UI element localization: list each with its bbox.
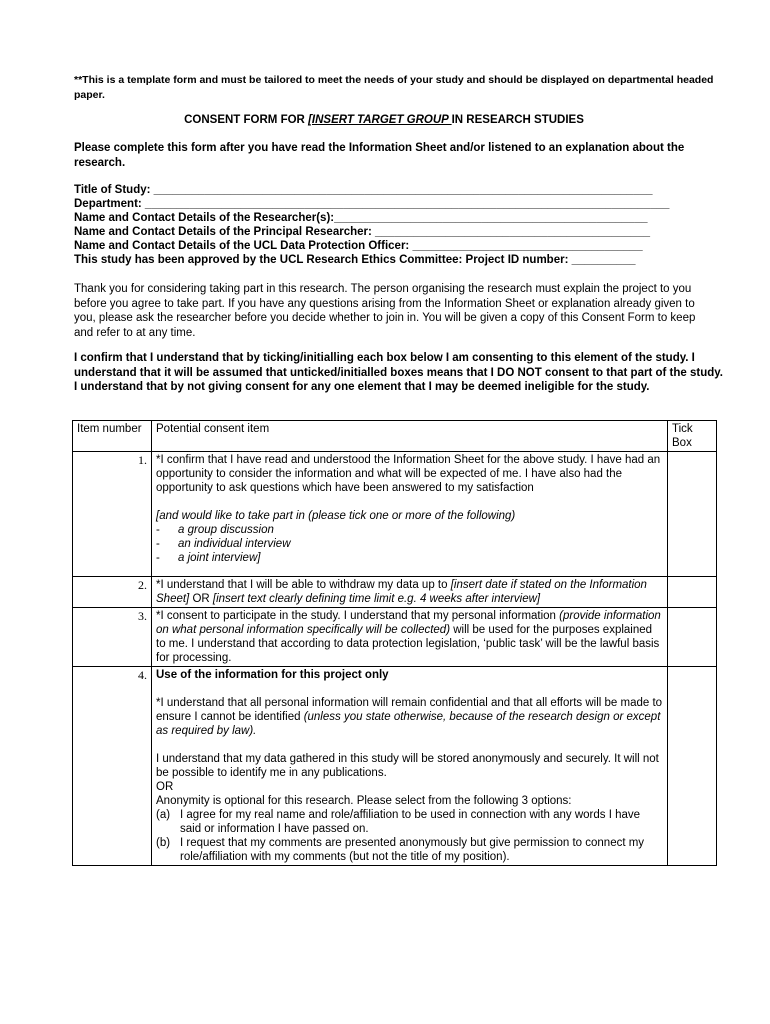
item-4-or: OR <box>156 781 174 793</box>
consent-table <box>72 420 717 866</box>
table-row <box>73 608 717 667</box>
item-4-heading: Use of the information for this project only <box>156 669 389 681</box>
table-row <box>73 577 717 608</box>
item-1-statement: *I confirm that I have read and understood the Information Sheet for the above study. I have had an opportunity to consider the information and what will be expected of me. I have also had the opportunity to ask questions which have been answered to my satisfaction <box>156 454 661 494</box>
field-principal-researcher-contact[interactable]: Name and Contact Details of the Principal Researcher: ___________________________________________ <box>74 226 651 238</box>
field-department[interactable]: Department: __________________________________________________________________________________ <box>74 198 670 210</box>
row-number: 4. <box>73 667 152 866</box>
table-header-row <box>73 421 717 452</box>
form-title-prefix: CONSENT FORM FOR <box>184 114 309 126</box>
confirm-paragraph: I confirm that I understand that by ticking/initialling each box below I am consenting to this element of the study. I understand that it will be assumed that unticked/initialled boxes means that I DO NOT consent to that part of the study. I understand that by not giving consent for any one element that I may be deemed ineligible for the study. <box>74 352 723 393</box>
tick-box-4[interactable] <box>668 667 717 866</box>
list-item: - a group discussion <box>156 524 274 536</box>
row-number: 3. <box>73 608 152 667</box>
field-project-id[interactable]: This study has been approved by the UCL Research Ethics Committee: Project ID number: __________ <box>74 254 636 266</box>
list-item: - an individual interview <box>156 538 291 550</box>
template-note: **This is a template form and must be tailored to meet the needs of your study and should be displayed on departmental headed paper. <box>74 74 714 101</box>
item-4-paragraph-3: Anonymity is optional for this research. Please select from the following 3 options: <box>156 795 572 807</box>
tick-box-2[interactable] <box>668 577 717 608</box>
list-item: - a joint interview] <box>156 552 261 564</box>
study-details-fields <box>74 183 719 267</box>
field-researcher-contact[interactable]: Name and Contact Details of the Researcher(s):_________________________________________________ <box>74 212 648 224</box>
tick-box-3[interactable] <box>668 608 717 667</box>
form-title-suffix: IN RESEARCH STUDIES <box>451 114 584 126</box>
row-number: 1. <box>73 452 152 577</box>
header-item-number: Item number <box>73 421 152 452</box>
header-tick-box: Tick Box <box>668 421 717 452</box>
consent-item-text: *I consent to participate in the study. I understand that my personal information (provide information on what personal information specifically will be collected) will be used for the purposes explained to me. I understand that according to data protection legislation, ‘public task’ will be the lawful basis for processing. <box>152 608 668 667</box>
consent-item-text <box>152 667 668 866</box>
option-b: (b) I request that my comments are presented anonymously but give permission to connect my role/affiliation with my comments (but not the title of my position). <box>156 837 645 863</box>
option-a: (a) I agree for my real name and role/affiliation to be used in connection with any words I have said or information I have passed on. <box>156 809 641 835</box>
consent-item-text: *I understand that I will be able to withdraw my data up to [insert date if stated on the Information Sheet] OR [insert text clearly defining time limit e.g. 4 weeks after interview] <box>152 577 668 608</box>
item-4-paragraph-2: I understand that my data gathered in this study will be stored anonymously and securely. It will not be possible to identify me in any publications. <box>156 753 659 779</box>
form-title-insert: [INSERT TARGET GROUP <box>308 114 452 126</box>
form-title <box>74 114 694 126</box>
header-consent-item: Potential consent item <box>152 421 668 452</box>
intro-paragraph: Thank you for considering taking part in this research. The person organising the research must explain the project to you before you agree to take part. If you have any questions arising from the Information Sheet or explanation already given to you, please ask the researcher before you decide whether to join in. You will be given a copy of this Consent Form to keep and refer to at any time. <box>74 283 696 339</box>
field-title-of-study[interactable]: Title of Study: ______________________________________________________________________________ <box>74 184 653 196</box>
table-row <box>73 667 717 866</box>
item-4-paragraph-1: *I understand that all personal information will remain confidential and that all efforts will be made to ensure I cannot be identified (unless you state otherwise, because of the research design or except as required by law). <box>156 697 663 737</box>
field-data-protection-officer-contact[interactable]: Name and Contact Details of the UCL Data Protection Officer: ____________________________________ <box>74 240 643 252</box>
row-number: 2. <box>73 577 152 608</box>
tick-box-1[interactable] <box>668 452 717 577</box>
table-row <box>73 452 717 577</box>
consent-item-text <box>152 452 668 577</box>
item-1-bracket-intro: [and would like to take part in (please tick one or more of the following) <box>156 510 516 522</box>
instructions: Please complete this form after you have read the Information Sheet and/or listened to an explanation about the research. <box>74 142 685 169</box>
